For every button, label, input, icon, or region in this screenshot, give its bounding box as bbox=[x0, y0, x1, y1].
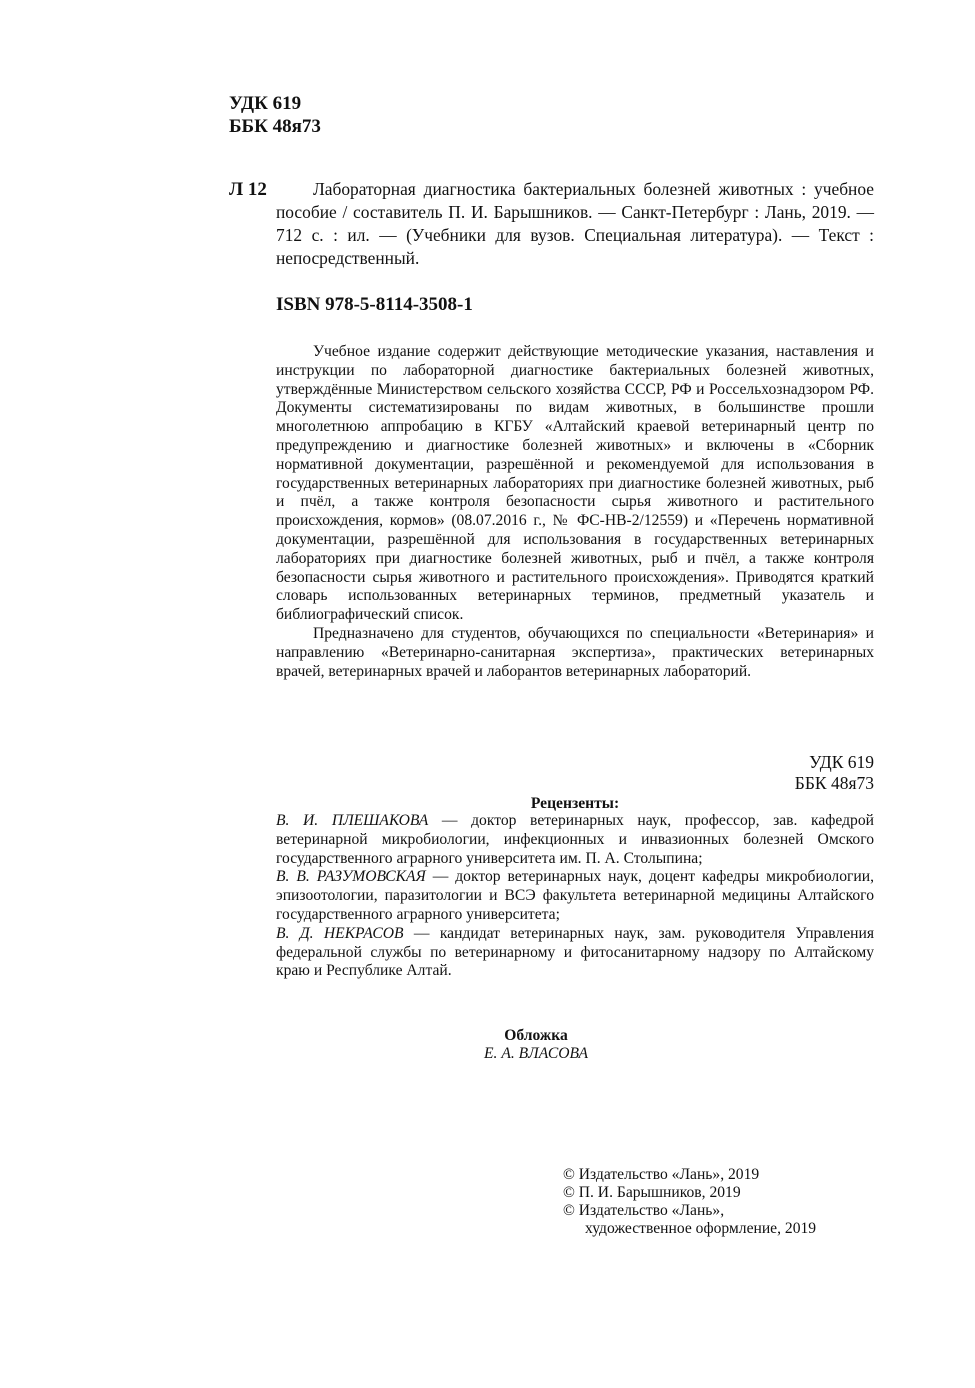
header-classification bbox=[229, 92, 321, 138]
bibliographic-record: Лабораторная диагностика бактериальных болезней животных : учебное пособие / составитель П. И. Барышников. — Санкт-Петербург : Лань, 2019. — 712 с. : ил. — (Учебники для вузов. Специальная литература). — Текст : непосредственный. bbox=[276, 179, 874, 268]
copyright-block bbox=[563, 1166, 883, 1238]
isbn: ISBN 978-5-8114-3508-1 bbox=[276, 294, 473, 315]
reviewers-list bbox=[276, 812, 874, 981]
reviewer-description: — кандидат ветеринарных наук, зам. руководителя Управления федеральной службы по ветеринарному и фитосанитарному надзору по Алтайскому краю и Республике Алтай. bbox=[276, 924, 874, 980]
author-sign-code: Л 12 bbox=[229, 179, 267, 200]
copyright-line: © П. И. Барышников, 2019 bbox=[563, 1184, 741, 1201]
reviewer-description: — доктор ветеринарных наук, доцент кафедры микробиологии, эпизоотологии, паразитологии и ВСЭ факультета ветеринарной медицины Алтайского государственного аграрного университета; bbox=[276, 868, 874, 923]
copyright-line: © Издательство «Лань», 2019 bbox=[563, 1166, 760, 1183]
abstract bbox=[276, 343, 874, 681]
copyright-line: художественное оформление, 2019 bbox=[585, 1220, 817, 1237]
reviewer-entry bbox=[276, 925, 874, 981]
bbk-code: ББК 48я73 bbox=[229, 116, 321, 137]
reviewer-entry bbox=[276, 812, 874, 868]
udk-code: УДК 619 bbox=[809, 752, 874, 772]
abstract-paragraph: Учебное издание содержит действующие методические указания, наставления и инструкции по лабораторной диагностике бактериальных болезней животных, утверждённые Министерством сельского хозяйства СССР, РФ и Россельхознадзором РФ. Документы систематизированы по видам животных, в большинстве прошли многолетнюю аппробацию в КГБУ «Алтайский краевой ветеринарный центр по предупреждению и диагностике болезней животных» и включены в «Сборник нормативной документации, разрешённой и рекомендуемой для использования в государственных ветеринарных лабораториях при диагностике болезней животных, рыб и пчёл, а также контроля безопасности сырья животного и растительного происхождения, кормов» (08.07.2016 г., № ФС-НВ-2/12559) и «Перечень нормативной документации, разрешённой для использования в государственных ветеринарных лабораториях при диагностике болезней животных, рыб и пчёл, а также контроля безопасности сырья животного и растительного происхождения». Приводятся краткий словарь использованных ветеринарных терминов, предметный указатель и библиографический список. bbox=[276, 343, 874, 624]
reviewer-name: В. В. РАЗУМОВСКАЯ bbox=[276, 868, 426, 886]
reviewer-entry bbox=[276, 868, 874, 924]
copyright-line: © Издательство «Лань», bbox=[563, 1202, 725, 1219]
classification-block bbox=[700, 752, 874, 794]
reviewer-description: — доктор ветеринарных наук, профессор, зав. кафедрой ветеринарной микробиологии, инфекционных и инвазионных болезней Омского государственного аграрного университета им. П. А. Столыпина; bbox=[276, 812, 874, 867]
udk-code: УДК 619 bbox=[229, 93, 302, 114]
cover-credit-title: Обложка bbox=[504, 1027, 568, 1044]
reviewer-name: В. И. ПЛЕШАКОВА bbox=[276, 812, 429, 829]
bbk-code: ББК 48я73 bbox=[794, 773, 874, 793]
reviewer-name: В. Д. НЕКРАСОВ bbox=[276, 924, 404, 942]
abstract-paragraph: Предназначено для студентов, обучающихся по специальности «Ветеринария» и направлению «Ветеринарно-санитарная экспертиза», практических ветеринарных врачей, ветеринарных врачей и лаборантов ветеринарных лабораторий. bbox=[276, 624, 874, 680]
cover-credit-name: Е. А. ВЛАСОВА bbox=[484, 1045, 588, 1062]
reviewers-title: Рецензенты: bbox=[530, 795, 620, 812]
